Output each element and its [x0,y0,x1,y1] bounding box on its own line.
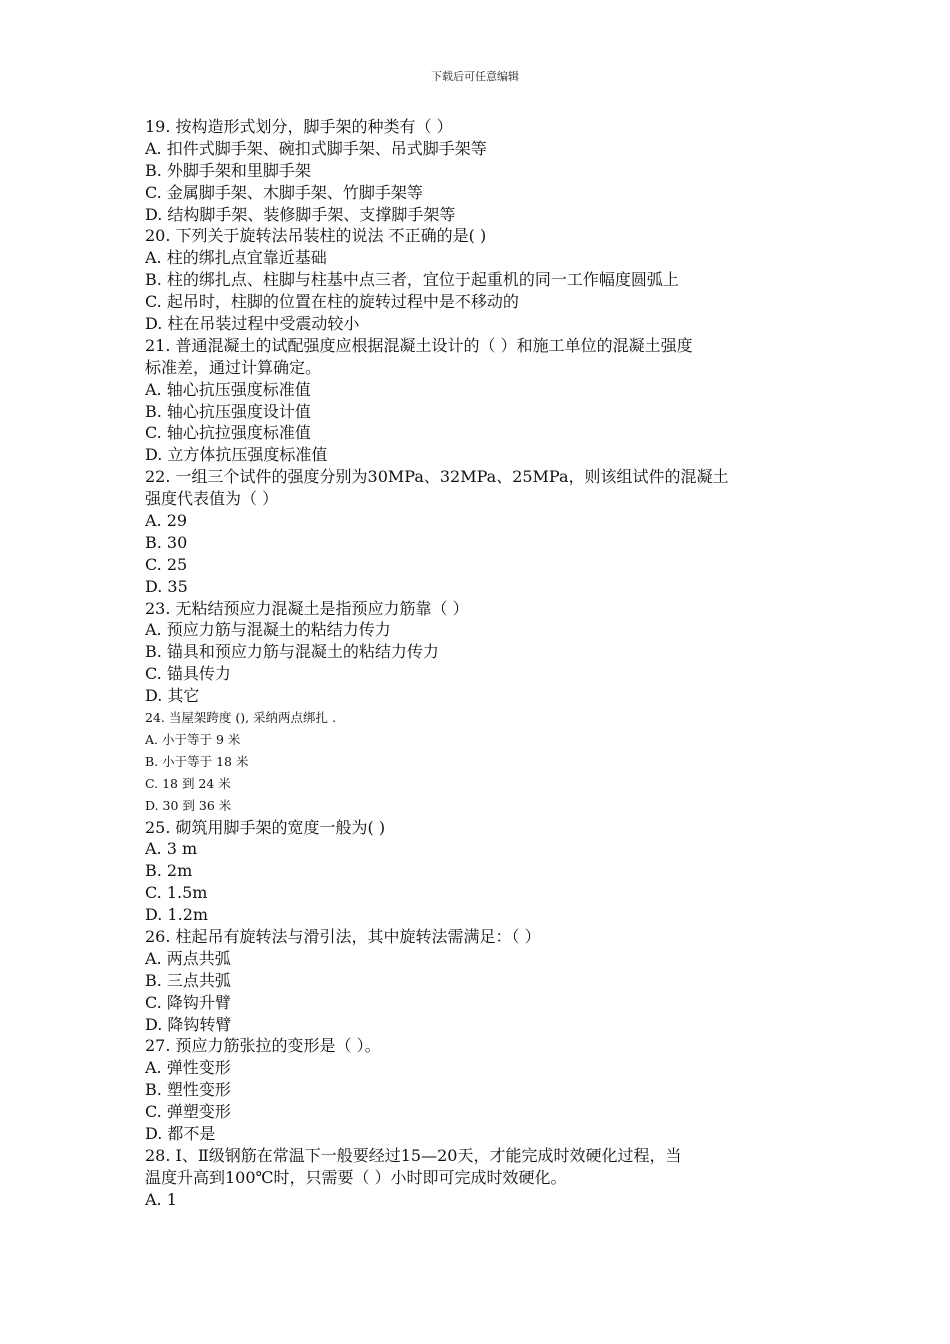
option-d: D. 柱在吊装过程中受震动较小 [145,314,360,334]
question-25: 25. 砌筑用脚手架的宽度一般为( ) [145,817,386,837]
option-c: C. 锚具传力 [145,664,231,684]
option-b: B. 2m [145,861,193,881]
page-header: 下载后可任意编辑 [431,70,519,83]
option-d: D. 结构脚手架、装修脚手架、支撑脚手架等 [145,204,456,224]
option-a: A. 预应力筋与混凝土的粘结力传力 [145,620,391,640]
option-d: D. 35 [145,576,188,596]
option-b: B. 外脚手架和里脚手架 [145,160,311,180]
option-c: C. 降钩升臂 [145,992,231,1012]
question-23: 23. 无粘结预应力混凝土是指预应力筋靠（ ） [145,598,469,618]
option-b: B. 30 [145,532,188,552]
option-b: B. 柱的绑扎点、柱脚与柱基中点三者，宜位于起重机的同一工作幅度圆弧上 [145,270,679,290]
option-c: C. 起吊时，柱脚的位置在柱的旋转过程中是不移动的 [145,292,519,312]
option-c: C. 1.5m [145,883,208,903]
option-a: A. 两点共弧 [145,948,231,968]
option-d: D. 立方体抗压强度标准值 [145,445,328,465]
option-a: A. 小于等于 9 米 [145,731,241,747]
question-22: 22. 一组三个试件的强度分别为30MPa、32MPa、25MPa，则该组试件的混凝土 [145,467,729,487]
option-a: A. 29 [145,511,188,531]
option-b: B. 小于等于 18 米 [145,753,249,769]
option-a: A. 扣件式脚手架、碗扣式脚手架、吊式脚手架等 [145,138,487,158]
question-21: 21. 普通混凝土的试配强度应根据混凝土设计的（ ）和施工单位的混凝土强度 [145,335,693,355]
question-19: 19. 按构造形式划分，脚手架的种类有（ ） [145,117,453,136]
option-d: D. 其它 [145,686,200,706]
question-20: 20. 下列关于旋转法吊装柱的说法 不正确的是( ) [145,226,487,246]
question-28: 28. Ⅰ、Ⅱ级钢筋在常温下一般要经过15—20天，才能完成时效硬化过程，当 [145,1145,682,1165]
option-d: D. 1.2m [145,905,209,925]
option-c: C. 轴心抗拉强度标准值 [145,423,311,443]
option-a: A. 轴心抗压强度标准值 [145,379,311,399]
question-list [145,116,815,1211]
question-26: 26. 柱起吊有旋转法与滑引法，其中旋转法需满足：（ ） [145,926,541,946]
question-27: 27. 预应力筋张拉的变形是（ ）。 [145,1036,381,1056]
option-b: B. 锚具和预应力筋与混凝土的粘结力传力 [145,642,439,662]
option-b: B. 塑性变形 [145,1080,231,1100]
question-22-cont: 强度代表值为（ ） [145,489,279,509]
option-d: D. 30 到 36 米 [145,797,232,813]
option-d: D. 都不是 [145,1123,216,1143]
question-24: 24. 当屋架跨度 (), 采纳两点绑扎 . [145,710,336,726]
option-c: C. 弹塑变形 [145,1102,231,1122]
option-c: C. 25 [145,554,188,574]
question-21-cont: 标准差，通过计算确定。 [145,357,322,377]
option-b: B. 三点共弧 [145,970,231,990]
question-28-cont: 温度升高到100℃时，只需要（ ）小时即可完成时效硬化。 [145,1167,567,1187]
option-c: C. 金属脚手架、木脚手架、竹脚手架等 [145,182,423,202]
option-b: B. 轴心抗压强度设计值 [145,401,311,421]
option-c: C. 18 到 24 米 [145,775,231,791]
option-a: A. 柱的绑扎点宜靠近基础 [145,248,327,268]
option-a: A. 弹性变形 [145,1058,231,1078]
option-a: A. 1 [145,1189,177,1209]
option-a: A. 3 m [145,839,198,859]
option-d: D. 降钩转臂 [145,1014,232,1034]
